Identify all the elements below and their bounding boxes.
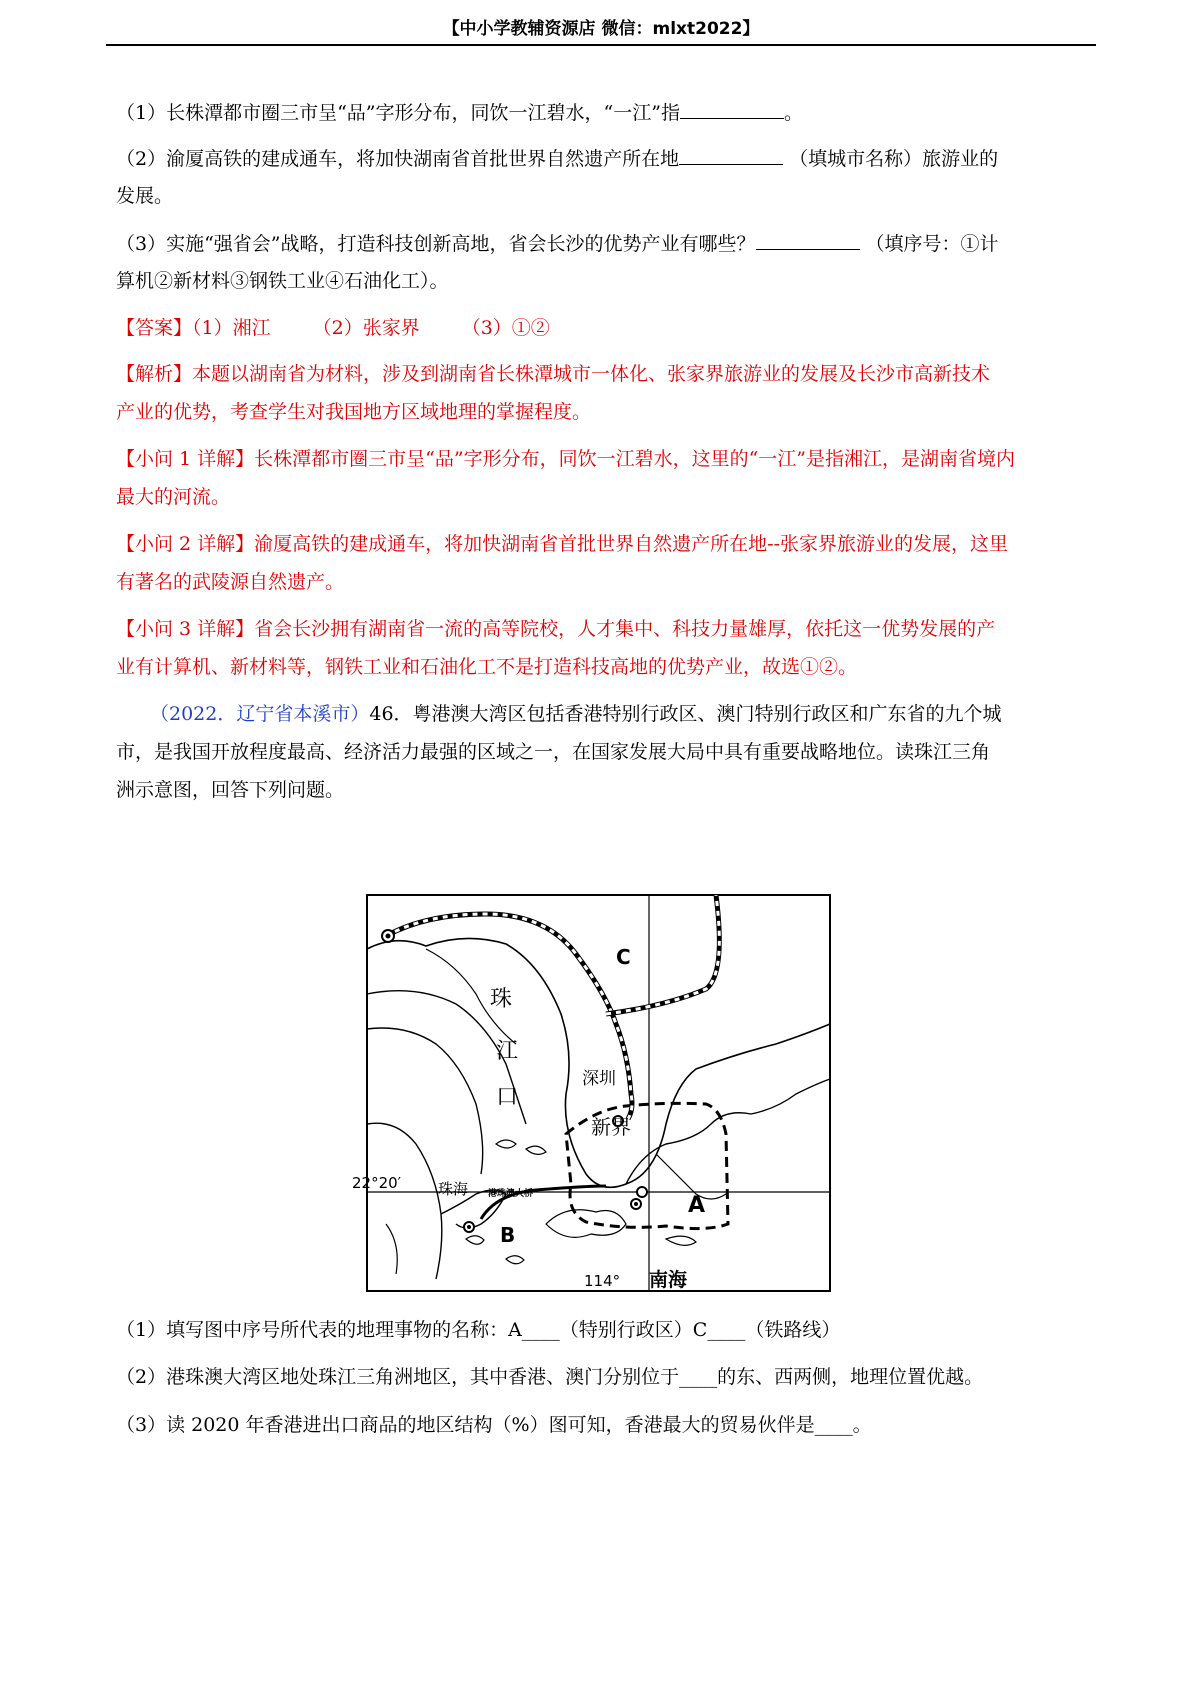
answer-label: 【答案】 (116, 317, 193, 339)
q46-sub-2: （2）港珠澳大湾区地处珠江三角洲地区，其中香港、澳门分别位于____的东、西两侧，地理位置优越。 (116, 1366, 984, 1388)
map-label-bridge: 港珠澳大桥 (488, 1189, 534, 1199)
map-label-zhuhai: 珠海 (438, 1180, 469, 1198)
q46-line-3: 洲示意图，回答下列问题。 (116, 779, 345, 801)
map-label-jiang: 江 (496, 1039, 519, 1064)
answer-item-2: （2）张家界 (312, 317, 420, 339)
question-1-line (116, 100, 803, 125)
pearl-river-delta-map (352, 894, 831, 1292)
detail-1-line-1: 【小问 1 详解】长株潭都市圈三市呈“品”字形分布，同饮一江碧水，这里的“一江”是指湘江，是湖南省境内 (116, 448, 1016, 470)
question-1-end: 。 (783, 102, 803, 124)
detail-2-line-2: 有著名的武陵源自然遗产。 (116, 571, 345, 593)
map-label-nanhai: 南海 (649, 1269, 688, 1291)
map-label-longitude: 114° (584, 1272, 621, 1290)
q46-number: 46． (369, 703, 413, 725)
q46-sub-3: （3）读 2020 年香港进出口商品的地区结构（%）图可知，香港最大的贸易伙伴是____。 (116, 1414, 872, 1436)
map-label-latitude: 22°20′ (352, 1174, 402, 1192)
question-3-cont: 算机②新材料③钢铁工业④石油化工）。 (116, 270, 449, 292)
detail-3-line-1: 【小问 3 详解】省会长沙拥有湖南省一流的高等院校，人才集中、科技力量雄厚，依托这一优势发展的产 (116, 618, 996, 640)
map-label-xinjie: 新界 (591, 1115, 631, 1139)
question-2-line (116, 146, 998, 171)
map-label-c: C (616, 945, 631, 969)
question-3-line (116, 231, 999, 256)
analysis-line-1: 【解析】本题以湖南省为材料，涉及到湖南省长株潭城市一体化、张家界旅游业的发展及长沙市高新技术 (116, 363, 991, 385)
header-divider (106, 44, 1096, 46)
map-svg (352, 894, 831, 1292)
detail-2-line-1: 【小问 2 详解】渝厦高铁的建成通车，将加快湖南省首批世界自然遗产所在地--张家界旅游业的发展，这里 (116, 533, 1009, 555)
question-3-tail: （填序号：①计 (865, 233, 999, 255)
map-label-b: B (500, 1223, 516, 1247)
answer-item-1: （1）湘江 (192, 317, 271, 339)
map-label-a: A (688, 1193, 706, 1218)
question-3-text: （3）实施“强省会”战略，打造科技创新高地，省会长沙的优势产业有哪些？ (116, 233, 756, 255)
question-1-text: （1）长株潭都市圈三市呈“品”字形分布，同饮一江碧水，“一江”指 (116, 102, 680, 124)
answer-blank-2 (679, 146, 783, 165)
detail-3-line-2: 业有计算机、新材料等，钢铁工业和石油化工不是打造科技高地的优势产业，故选①②。 (116, 656, 858, 678)
page-header: 【中小学教辅资源店 微信：mlxt2022】 (442, 19, 760, 39)
detail-1-line-2: 最大的河流。 (116, 486, 231, 508)
q46-intro: 粤港澳大湾区包括香港特别行政区、澳门特别行政区和广东省的九个城 (412, 703, 1002, 725)
question-2-cont: 发展。 (116, 185, 174, 207)
map-label-zhu: 珠 (490, 987, 513, 1012)
question-2-text: （2）渝厦高铁的建成通车，将加快湖南省首批世界自然遗产所在地 (116, 148, 680, 170)
q46-line-2: 市，是我国开放程度最高、经济活力最强的区域之一，在国家发展大局中具有重要战略地位。读珠江三角 (116, 741, 991, 763)
answer-blank-3 (756, 231, 860, 250)
q46-sub-1: （1）填写图中序号所代表的地理事物的名称：A____（特别行政区）C____（铁路线） (116, 1319, 841, 1341)
map-label-shenzhen: 深圳 (582, 1069, 616, 1089)
answer-item-3: （3）①② (461, 317, 550, 339)
q46-source: （2022．辽宁省本溪市） (150, 703, 370, 725)
answer-line (116, 316, 550, 340)
answer-blank-1 (680, 100, 784, 119)
map-label-kou: 口 (496, 1085, 519, 1110)
analysis-line-2: 产业的优势，考查学生对我国地方区域地理的掌握程度。 (116, 401, 592, 423)
question-2-tail: （填城市名称）旅游业的 (789, 148, 999, 170)
q46-line-1 (150, 702, 1002, 726)
